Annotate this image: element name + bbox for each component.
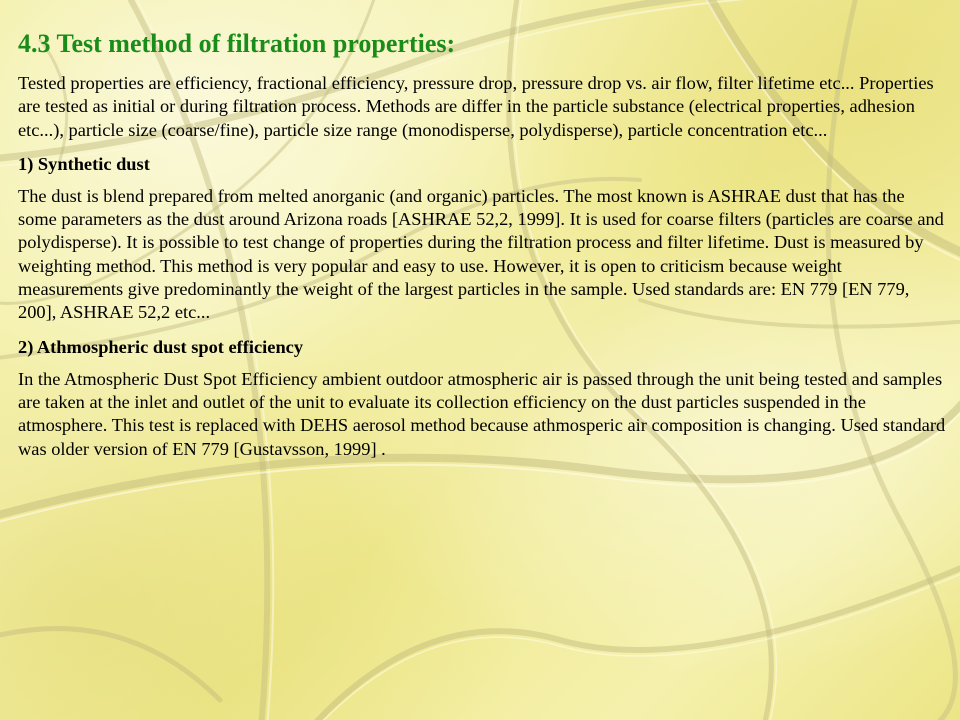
section-body-dust-spot: In the Atmospheric Dust Spot Efficiency ambient outdoor atmospheric air is passed through the unit being tested and samples are taken at the inlet and outlet of the unit to evaluate its collection efficiency on the dust particles suspended in the atmosphere. This test is replaced with DEHS aerosol method because athmosperic air composition is changing. Used standard was older version of EN 779 [Gustavsson, 1999] . [18, 368, 946, 459]
section-heading-dust-spot: 2) Athmospheric dust spot efficiency [18, 336, 304, 357]
slide-title: 4.3 Test method of filtration properties: [18, 29, 456, 58]
slide-content [18, 26, 946, 471]
section-heading-synthetic-dust: 1) Synthetic dust [18, 153, 150, 174]
section-body-synthetic-dust: The dust is blend prepared from melted anorganic (and organic) particles. The most known is ASHRAE dust that has the some parameters as the dust around Arizona roads [ASHRAE 52,2, 1999]. It is used for coarse filters (particles are coarse and polydisperse). It is possible to test change of properties during the filtration process and filter lifetime. Dust is measured by weighting method. This method is very popular and easy to use. However, it is open to criticism because weight measurements give predominantly the weight of the largest particles in the sample. Used standards are: EN 779 [EN 779, 200], ASHRAE 52,2 etc... [18, 185, 944, 323]
intro-paragraph: Tested properties are efficiency, fractional efficiency, pressure drop, pressure drop vs. air flow, filter lifetime etc... Properties are tested as initial or during filtration process. Methods are differ in the particle substance (electrical properties, adhesion etc...), particle size (coarse/fine), particle size range (monodisperse, polydisperse), particle concentration etc... [18, 73, 934, 140]
